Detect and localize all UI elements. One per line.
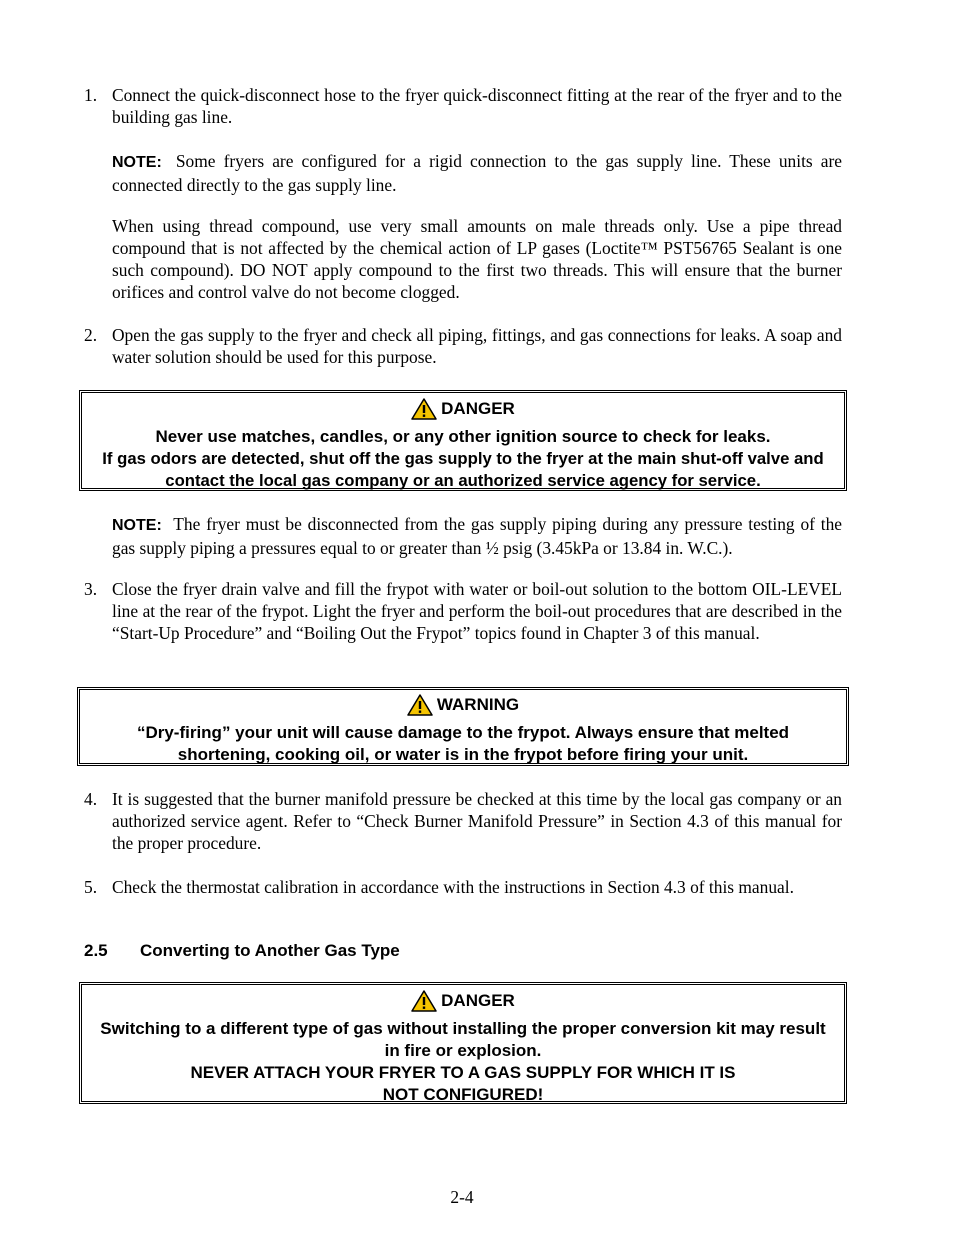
danger-line: NEVER ATTACH YOUR FRYER TO A GAS SUPPLY FOR WHICH IT IS NOT CONFIGURED! — [190, 1063, 736, 1104]
list-item-4 — [84, 788, 842, 854]
list-item-1 — [84, 84, 842, 128]
item-text: It is suggested that the burner manifold pressure be checked at this time by the local gas company or an authorized service agent. Refer to “Check Burner Manifold Pressure” in Section 4.3 of this manual for the proper procedure. — [112, 789, 842, 853]
list-item-3 — [84, 578, 842, 644]
warning-text: “Dry-firing” your unit will cause damage to the frypot. Always ensure that melted shortening, cooking oil, or water is in the frypot before firing your unit. — [136, 723, 790, 764]
warning-triangle-icon — [411, 398, 437, 420]
note-label: NOTE: — [112, 154, 162, 171]
note-text: Some fryers are configured for a rigid connection to the gas supply line. These units are connected directly to the gas supply line. — [112, 151, 842, 195]
section-number: 2.5 — [84, 941, 108, 960]
warning-triangle-icon — [407, 694, 433, 716]
warning-title: WARNING — [436, 695, 520, 714]
thread-compound-paragraph: When using thread compound, use very small amounts on male threads only. Use a pipe thread compound that is not affected by the chemical action of LP gases (Loctite™ PST56765 Sealant is one such compound). DO NOT apply compound to the first two threads. This will ensure that the burner orifices and control valve do not become clogged. — [112, 216, 842, 302]
danger-box — [79, 982, 847, 1104]
item-number: 2. — [84, 325, 98, 345]
item-text: Check the thermostat calibration in accordance with the instructions in Section 4.3 of this manual. — [112, 877, 794, 897]
danger-line: If gas odors are detected, shut off the gas supply to the fryer at the main shut-off valve and contact the local gas company or an authorized service agency for service. — [102, 449, 824, 490]
danger-box — [79, 390, 847, 491]
danger-title: DANGER — [441, 399, 515, 418]
section-heading — [84, 940, 400, 962]
item-text: Close the fryer drain valve and fill the frypot with water or boil-out solution to the bottom OIL-LEVEL line at the rear of the frypot. Light the fryer and perform the boil-out procedures that are described in the “Start-Up Procedure” and “Boiling Out the Frypot” topics found in Chapter 3 of this manual. — [112, 579, 842, 643]
warning-box — [77, 687, 849, 766]
page-number: 2-4 — [450, 1187, 474, 1207]
danger-line: Never use matches, candles, or any other ignition source to check for leaks. — [155, 427, 771, 446]
item-text: Open the gas supply to the fryer and check all piping, fittings, and gas connections for leaks. A soap and water solution should be used for this purpose. — [112, 325, 842, 367]
item-number: 3. — [84, 579, 98, 599]
danger-line: Switching to a different type of gas without installing the proper conversion kit may result in fire or explosion. — [100, 1019, 826, 1060]
note-paragraph — [112, 150, 842, 196]
warning-triangle-icon — [411, 990, 437, 1012]
danger-title: DANGER — [441, 991, 515, 1010]
item-number: 4. — [84, 789, 98, 809]
section-title: Converting to Another Gas Type — [140, 941, 400, 960]
note-label: NOTE: — [112, 517, 162, 534]
list-item-5 — [84, 876, 842, 898]
item-text: Connect the quick-disconnect hose to the fryer quick-disconnect fitting at the rear of the fryer and to the building gas line. — [112, 85, 842, 127]
item-number: 5. — [84, 877, 98, 897]
note-text: The fryer must be disconnected from the gas supply piping during any pressure testing of the gas supply piping a pressures equal to or greater than ½ psig (3.45kPa or 13.84 in. W.C.). — [112, 514, 842, 558]
item-number: 1. — [84, 85, 98, 105]
note-paragraph — [112, 513, 842, 559]
list-item-2 — [84, 324, 842, 368]
